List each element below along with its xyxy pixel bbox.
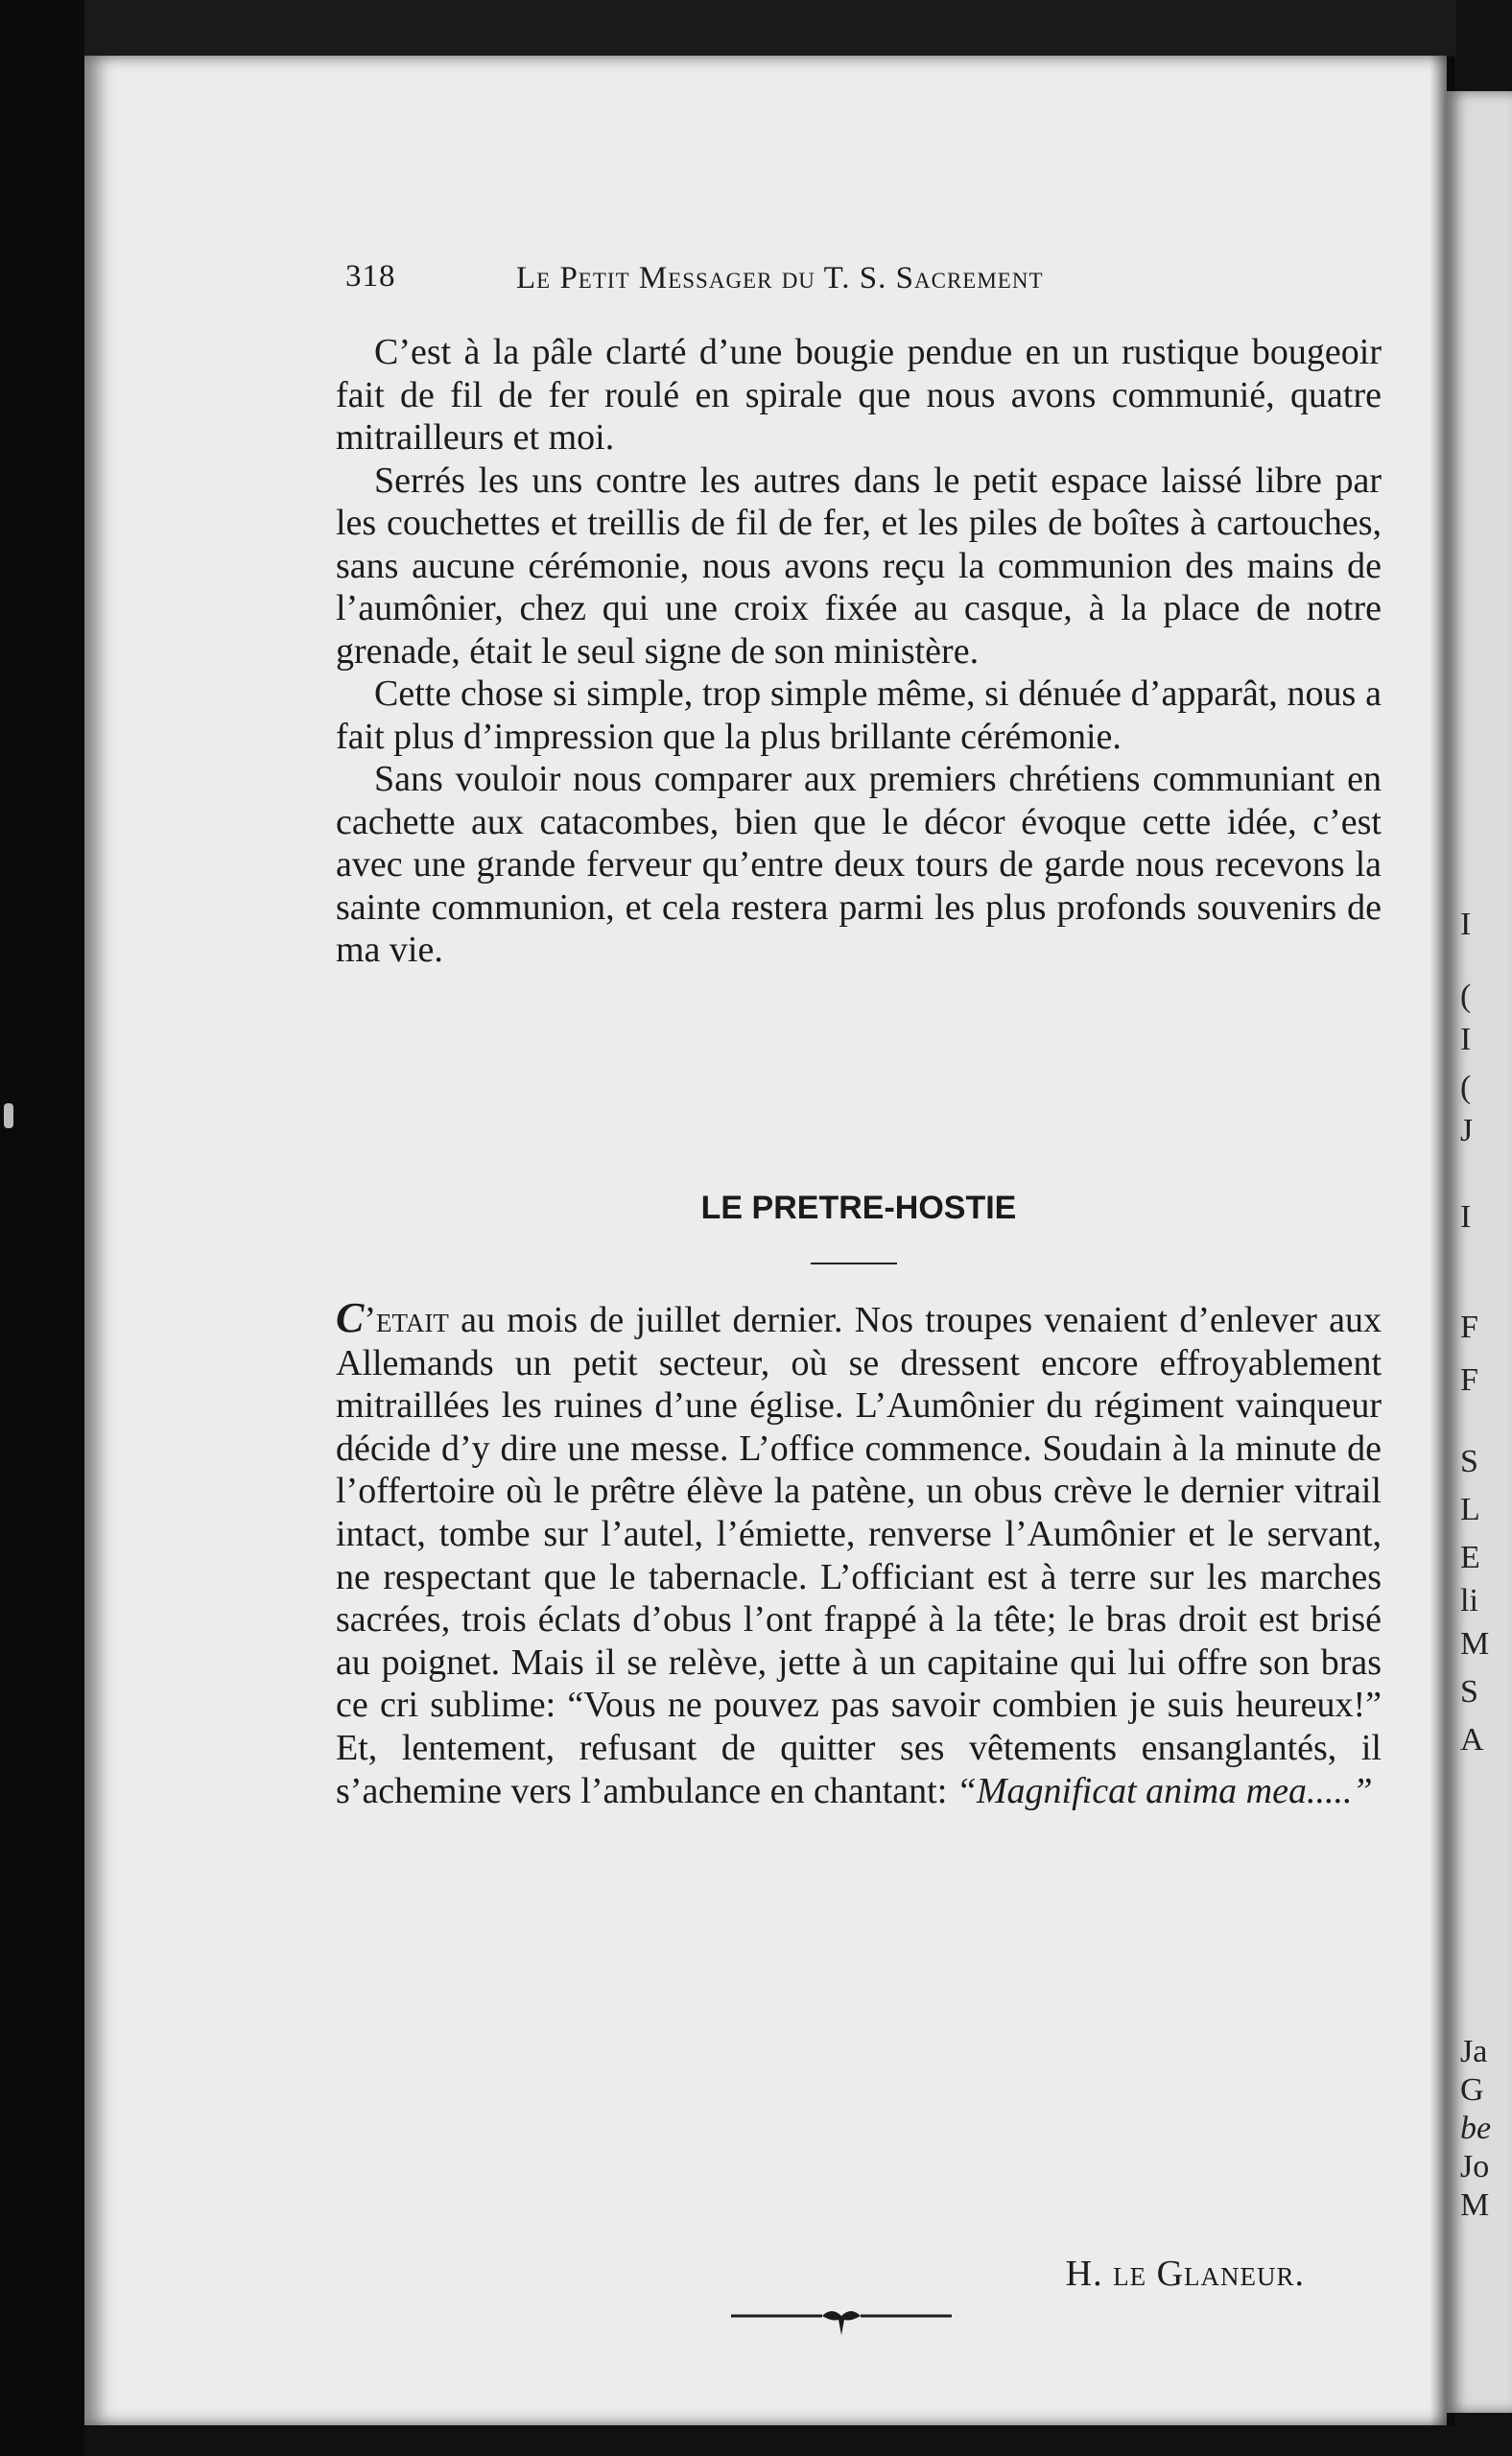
film-border-left	[0, 0, 84, 2456]
title-rule	[811, 1263, 897, 1264]
adjacent-fragment: (	[1460, 1070, 1472, 1105]
adjacent-fragment: I	[1460, 1199, 1472, 1235]
adjacent-fragment: (	[1460, 979, 1472, 1014]
adjacent-fragment: J	[1460, 1113, 1474, 1148]
adjacent-fragment: M	[1460, 2187, 1490, 2223]
article-text	[336, 1294, 1382, 1812]
film-speck	[4, 1103, 13, 1128]
article-paragraph	[336, 1294, 1382, 1812]
lead-word: ’etait	[364, 1300, 449, 1340]
adjacent-fragment: S	[1460, 1674, 1478, 1710]
adjacent-fragment: A	[1460, 1722, 1484, 1758]
drop-cap: C	[336, 1294, 365, 1341]
adjacent-fragment: I	[1460, 907, 1472, 942]
adjacent-fragment: G	[1460, 2072, 1484, 2108]
page-number: 318	[345, 259, 396, 294]
body-text	[336, 331, 1382, 972]
adjacent-fragment: be	[1460, 2111, 1492, 2146]
film-border-top	[84, 0, 1456, 58]
paragraph: Cette chose si simple, trop simple même, si dénuée d’apparât, nous a fait plus d’impression que la plus brillante cérémonie.	[336, 673, 1382, 757]
running-title: Le Petit Messager du T. S. Sacrement	[516, 261, 1044, 295]
adjacent-fragment: F	[1460, 1362, 1478, 1398]
adjacent-page-edge	[1447, 91, 1512, 2413]
paragraph: Sans vouloir nous comparer aux premiers chrétiens communiant en cachette aux catacombes, bien que le décor évoque cette idée, c’est avec une grande ferveur qu’entre deux tours de garde nous recevons la sainte communion, et cela restera parmi les plus profonds souvenirs de ma vie.	[336, 759, 1382, 970]
signature-name: le Glaneur.	[1113, 2254, 1305, 2294]
adjacent-fragment: S	[1460, 1444, 1478, 1479]
paragraph: C’est à la pâle clarté d’une bougie pendue en un rustique bougeoir fait de fil de fer roulé en spirale que nous avons communié, quatre mitrailleurs et moi.	[336, 332, 1382, 458]
signature-initial: H.	[1065, 2254, 1114, 2294]
running-head	[336, 259, 1382, 307]
adjacent-fragment: M	[1460, 1626, 1490, 1662]
paragraph: Serrés les uns contre les autres dans le petit espace laissé libre par les couchettes et treillis de fil de fer, et les piles de boîtes à cartouches, sans aucune cérémonie, nous avons reçu la communion des mains de l’aumônier, chez qui une croix fixée au casque, à la place de notre grenade, était le seul signe de son ministère.	[336, 460, 1382, 672]
adjacent-fragment: Jo	[1460, 2149, 1490, 2184]
adjacent-fragment: E	[1460, 1540, 1480, 1575]
adjacent-fragment: F	[1460, 1310, 1478, 1345]
adjacent-fragment: Ja	[1460, 2034, 1488, 2069]
adjacent-fragment: L	[1460, 1492, 1480, 1527]
section-title: LE PRETRE-HOSTIE	[700, 1190, 1017, 1226]
article-body: au mois de juillet dernier. Nos troupes venaient d’enlever aux Allemands un petit secteur, où se dressent encore effroyablement mitraillées les ruines d’une église. L’Aumônier du régiment vainqueur décide d’y dire une messe. L’office commence. Soudain à la minute de l’offertoire où le prêtre élève la patène, un obus crève le dernier vitrail intact, tombe sur l’autel, l’émiette, renverse l’Aumônier et le servant, ne respectant que le tabernacle. L’officiant est à terre sur les marches sacrées, trois éclats d’obus l’ont frappé à la tête; le bras droit est brisé au poignet. Mais il se relève, jette à un capitaine qui lui offre son bras ce cri sublime: “Vous ne pouvez pas savoir combien je suis heureux!” Et, lentement, refusant de quitter ses vêtements ensanglantés, il s’achemine vers l’ambulance en chantant:	[336, 1300, 1382, 1811]
adjacent-fragment: I	[1460, 1022, 1472, 1057]
signature	[336, 2253, 1305, 2295]
fleuron-divider-icon	[731, 2302, 952, 2341]
latin-quote: “Magnificat anima mea.....”	[956, 1770, 1373, 1811]
adjacent-fragment: li	[1460, 1583, 1478, 1618]
